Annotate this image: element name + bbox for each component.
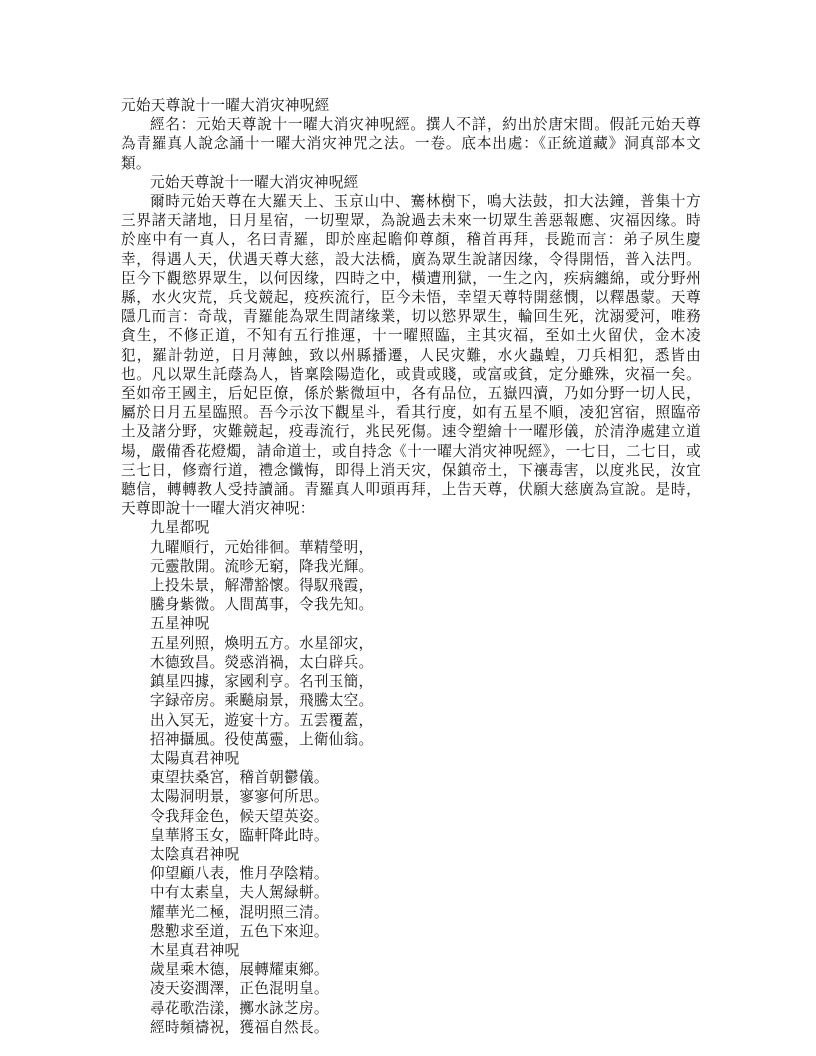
- verse-line: 耀華光二極，混明照三清。: [150, 903, 329, 921]
- document-body: [121, 96, 701, 1037]
- verse-line: 五星列照，煥明五方。水星卻灾，: [150, 634, 374, 652]
- section-heading: 九星都呪: [150, 519, 210, 537]
- verse-line: 九曜順行，元始徘徊。華精瑩明，: [150, 538, 374, 556]
- main-text-paragraph: 爾時元始天尊在大羅天上、玉京山中、騫林樹下，鳴大法鼓，扣大法鐘，普集十方三界諸天諸地，日月星宿，一切聖眾，為說過去未來一切眾生善惡報應、灾福因缘。時於座中有一真人，名曰青羅，即於座起瞻仰尊顏，稽首再拜，長跪而言：弟子夙生慶幸，得遇人天，伏遇天尊大慈，設大法橋，廣為眾生說諸因缘，令得開悟，普入法門。臣今下觀慾界眾生，以何因缘，四時之中，橫遭刑獄，一生之內，疾病纏綿，或分野州縣，水火灾荒，兵戈競起，疫疾流行，臣今未悟，幸望天尊特開慈憫，以釋愚蒙。天尊隱几而言：奇哉，青羅能為眾生問諸缘業，切以慾界眾生，輪回生死，沈溺愛河，唯務貪生，不修正道，不知有五行推運，十一曜照臨，主其灾福，至如土火留伏，金木凌犯，羅計勃逆，日月薄蝕，致以州縣播遷，人民灾難，水火蟲蝗，刀兵相犯，悉皆由也。凡以眾生託蔭為人，皆稟陰陽造化，或貴或賤，或富或貧，定分雖殊，灾福一矣。至如帝王國主，后妃臣僚，係於紫微垣中，各有品位，五嶽四瀆，乃如分野一切人民，屬於日月五星臨照。吾今示汝下觀星斗，看其行度，如有五星不順，凌犯宮宿，照臨帝土及諸分野，灾難競起，疫毒流行，兆民死傷。速令塑繪十一曜形儀，於清浄處建立道場，嚴備香花燈燭，請命道士，或自持念《十一曜大消灾神呪經》，一七日，二七日，或三七日，修齋行道，禮念懺悔，即得上消天灾，保鎮帝土，下禳毒害，以度兆民，汝宜聽信，轉轉教人受持讀誦。青羅真人叩頭再拜，上告天尊，伏願大慈廣為宣說。是時，天尊即說十一曜大消灾神呪：: [121, 193, 701, 518]
- verse-line: 太陽洞明景，寥寥何所思。: [150, 788, 329, 806]
- verse-line: 元靈散開。流昣无窮，降我光輝。: [150, 557, 374, 575]
- verse-section-wuxing: [150, 614, 701, 748]
- document-title: 元始天尊說十一曜大消灾神呪經: [121, 97, 330, 114]
- verse-line: 木德致昌。熒惑消禍，太白辟兵。: [150, 653, 374, 671]
- verse-line: 仰望顧八表，惟月孕陰精。: [150, 865, 329, 883]
- verse-line: 出入冥无，遊宴十方。五雲覆蓋，: [150, 711, 374, 729]
- verse-lines: [150, 960, 701, 1037]
- verse-section-jiuxing: [150, 518, 701, 614]
- verse-lines: [150, 864, 701, 941]
- verse-line: 東望扶桑宮，稽首朝鬱儀。: [150, 769, 329, 787]
- verse-line: 歲星乘木德，展轉耀東鄉。: [150, 961, 329, 979]
- preface-paragraph: 經名：元始天尊說十一曜大消灾神呪經。撰人不詳，約出於唐宋間。假託元始天尊為青羅真人說念誦十一曜大消灾神咒之法。一卷。底本出處：《正統道藏》洞真部本文類。: [121, 116, 701, 172]
- verse-line: 慇懃求至道，五色下來迎。: [150, 922, 329, 940]
- document-subtitle: 元始天尊說十一曜大消灾神呪經: [150, 173, 359, 191]
- verse-line: 尋花歌浩漾，擲水詠芝房。: [150, 999, 329, 1017]
- verse-line: 上投朱景，解滯豁懷。得馭飛霞，: [150, 577, 374, 595]
- verse-section-taiyang: [150, 749, 701, 845]
- verse-line: 皇華將玉女，臨軒降此時。: [150, 826, 329, 844]
- section-heading: 太陽真君神呪: [150, 749, 240, 767]
- verse-line: 中有太素皇，夫人駕緑軿。: [150, 884, 329, 902]
- verse-lines: [150, 538, 701, 615]
- verse-line: 騰身紫微。人間萬事，令我先知。: [150, 596, 374, 614]
- verse-line: 字録帝房。乘飈扇景，飛騰太空。: [150, 692, 374, 710]
- verse-section-taiyin: [150, 845, 701, 941]
- verse-lines: [150, 634, 701, 749]
- verse-line: 鎮星四據，家國利亨。名刊玉簡，: [150, 673, 374, 691]
- section-heading: 木星真君神呪: [150, 941, 240, 959]
- verse-line: 令我拜金色，候天望英姿。: [150, 807, 329, 825]
- verse-section-muxing: [150, 941, 701, 1037]
- section-heading: 太陰真君神呪: [150, 845, 240, 863]
- section-heading: 五星神呪: [150, 615, 210, 633]
- verse-line: 凌天姿潤澤，正色混明皇。: [150, 980, 329, 998]
- verse-line: 招神攝風。役使萬靈，上衛仙翁。: [150, 730, 374, 748]
- verse-line: 經時頻禱祝，獲福自然長。: [150, 1018, 329, 1036]
- verse-lines: [150, 768, 701, 845]
